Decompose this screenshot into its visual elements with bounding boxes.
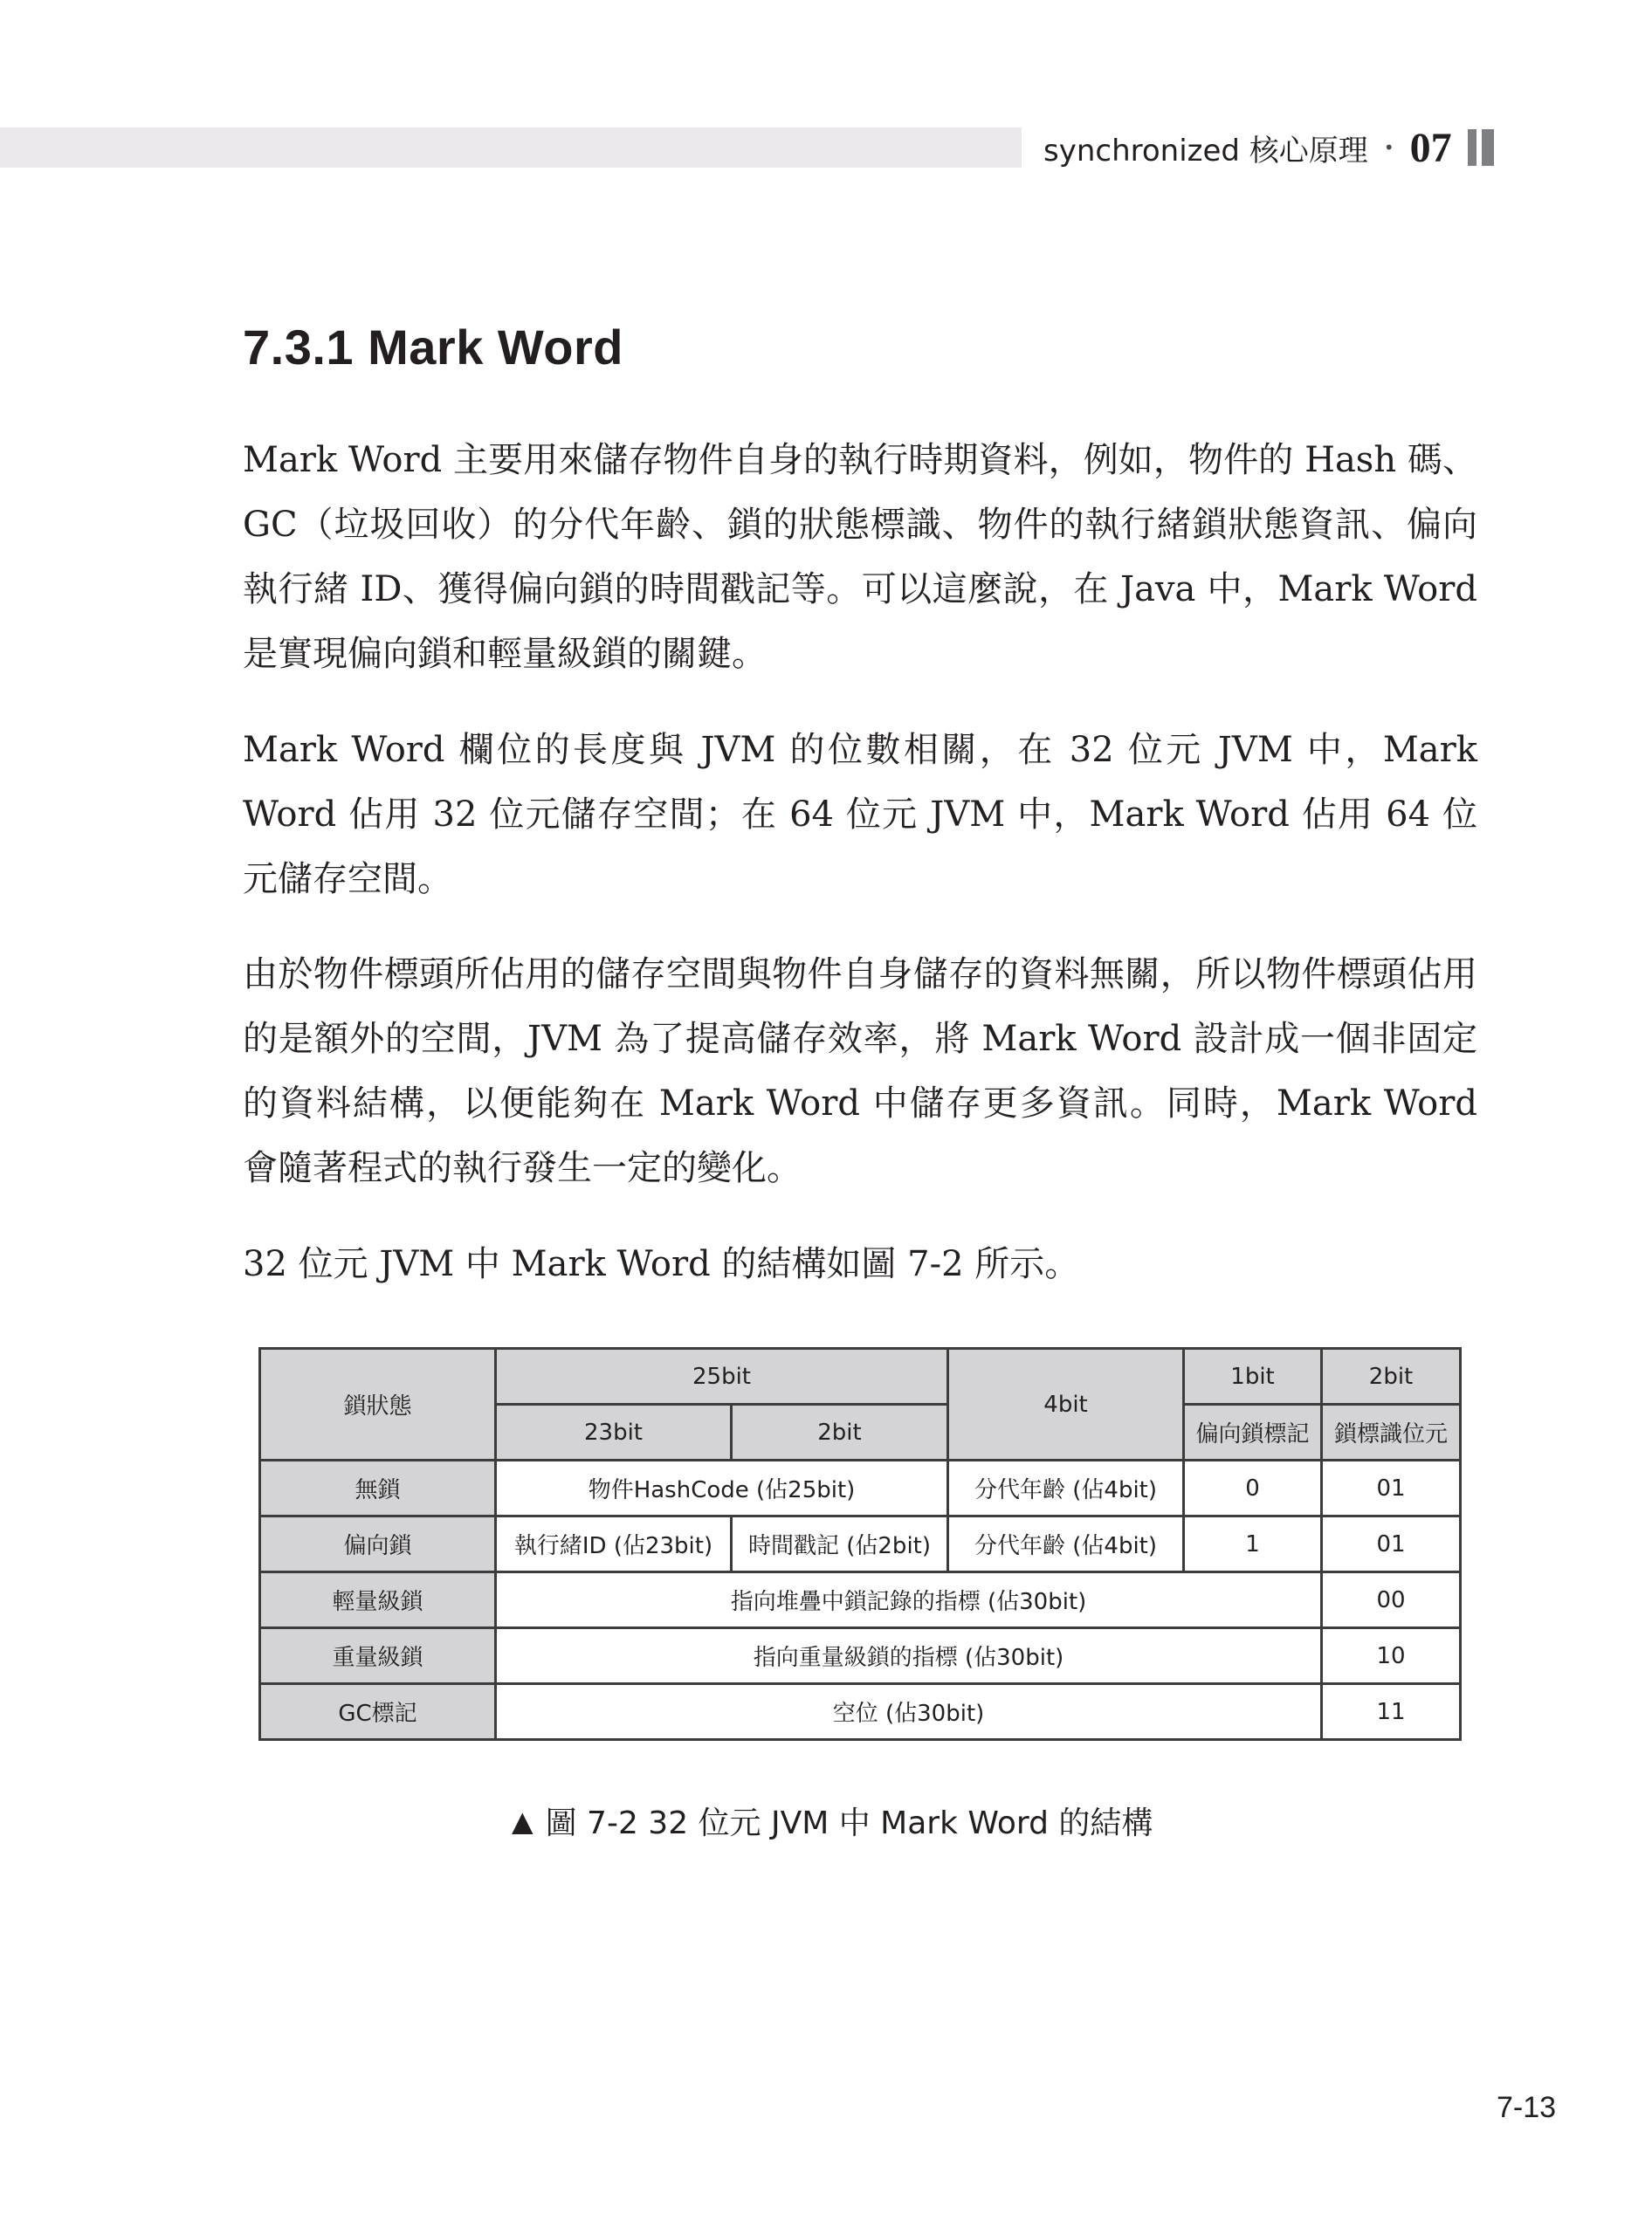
figure-caption xyxy=(512,1798,1153,1843)
page-number: 7-13 xyxy=(1497,2091,1557,2124)
table-row xyxy=(260,1516,1461,1572)
cell-lock-flag: 10 xyxy=(1322,1628,1461,1684)
header-25bit: 25bit xyxy=(496,1349,948,1405)
cell-thread-id: 執行緒ID (佔23bit) xyxy=(496,1516,732,1572)
state-heavyweight: 重量級鎖 xyxy=(260,1628,496,1684)
cell-hashcode: 物件HashCode (佔25bit) xyxy=(496,1461,948,1516)
cell-biased-flag: 1 xyxy=(1184,1516,1322,1572)
header-lock-state: 鎖狀態 xyxy=(260,1349,496,1461)
bullet-separator: • xyxy=(1383,137,1394,158)
cell-lock-record-pointer: 指向堆疊中鎖記錄的指標 (佔30bit) xyxy=(496,1572,1322,1628)
state-gc-mark: GC標記 xyxy=(260,1684,496,1740)
cell-biased-flag: 0 xyxy=(1184,1461,1322,1516)
state-lightweight: 輕量級鎖 xyxy=(260,1572,496,1628)
header-4bit: 4bit xyxy=(948,1349,1184,1461)
header-23bit: 23bit xyxy=(496,1405,732,1461)
paragraph-1: Mark Word 主要用來儲存物件自身的執行時期資料，例如，物件的 Hash 碼、GC（垃圾回收）的分代年齡、鎖的狀態標識、物件的執行緒鎖狀態資訊、偏向執行緒 ID、獲得偏向鎖的時間戳記等。可以這麼說，在 Java 中，Mark Word 是實現偏向鎖和輕量級鎖的關鍵。 xyxy=(243,440,1477,674)
state-biased: 偏向鎖 xyxy=(260,1516,496,1572)
mark-word-table xyxy=(258,1347,1462,1741)
table-row xyxy=(260,1572,1461,1628)
cell-lock-flag: 11 xyxy=(1322,1684,1461,1740)
table-row xyxy=(260,1628,1461,1684)
running-head xyxy=(1043,124,1494,171)
paragraph-3: 由於物件標頭所佔用的儲存空間與物件自身儲存的資料無關，所以物件標頭佔用的是額外的空間，JVM 為了提高儲存效率，將 Mark Word 設計成一個非固定的資料結構，以便能夠在 Mark Word 中儲存更多資訊。同時，Mark Word 會隨著程式的執行發生一定的變化。 xyxy=(243,954,1477,1188)
table-row xyxy=(260,1461,1461,1516)
cell-epoch: 時間戳記 (佔2bit) xyxy=(732,1516,948,1572)
section-title: 7.3.1 Mark Word xyxy=(243,320,623,375)
chapter-number: 07 xyxy=(1409,124,1452,171)
header-band xyxy=(0,127,1022,168)
cell-monitor-pointer: 指向重量級鎖的指標 (佔30bit) xyxy=(496,1628,1322,1684)
header-2bit: 2bit xyxy=(1322,1349,1461,1405)
cell-lock-flag: 01 xyxy=(1322,1461,1461,1516)
header-1bit: 1bit xyxy=(1184,1349,1322,1405)
table-header-row xyxy=(260,1349,1461,1405)
cell-lock-flag: 01 xyxy=(1322,1516,1461,1572)
chapter-bars-decoration xyxy=(1468,129,1494,166)
header-2bit-sub: 2bit xyxy=(732,1405,948,1461)
paragraph-4: 32 位元 JVM 中 Mark Word 的結構如圖 7-2 所示。 xyxy=(243,1244,1080,1284)
cell-age: 分代年齡 (佔4bit) xyxy=(948,1461,1184,1516)
caption-text: 圖 7-2 32 位元 JVM 中 Mark Word 的結構 xyxy=(545,1805,1153,1841)
table-row xyxy=(260,1684,1461,1740)
cell-empty: 空位 (佔30bit) xyxy=(496,1684,1322,1740)
cell-age: 分代年齡 (佔4bit) xyxy=(948,1516,1184,1572)
header-biased-flag: 偏向鎖標記 xyxy=(1184,1405,1322,1461)
triangle-icon: ▲ xyxy=(512,1804,533,1838)
cell-lock-flag: 00 xyxy=(1322,1572,1461,1628)
paragraph-2: Mark Word 欄位的長度與 JVM 的位數相關，在 32 位元 JVM 中，Mark Word 佔用 32 位元儲存空間；在 64 位元 JVM 中，Mark Word 佔用 64 位元儲存空間。 xyxy=(243,730,1477,899)
running-title: synchronized 核心原理 xyxy=(1043,133,1368,168)
state-unlocked: 無鎖 xyxy=(260,1461,496,1516)
header-lock-flag-bits: 鎖標識位元 xyxy=(1322,1405,1461,1461)
